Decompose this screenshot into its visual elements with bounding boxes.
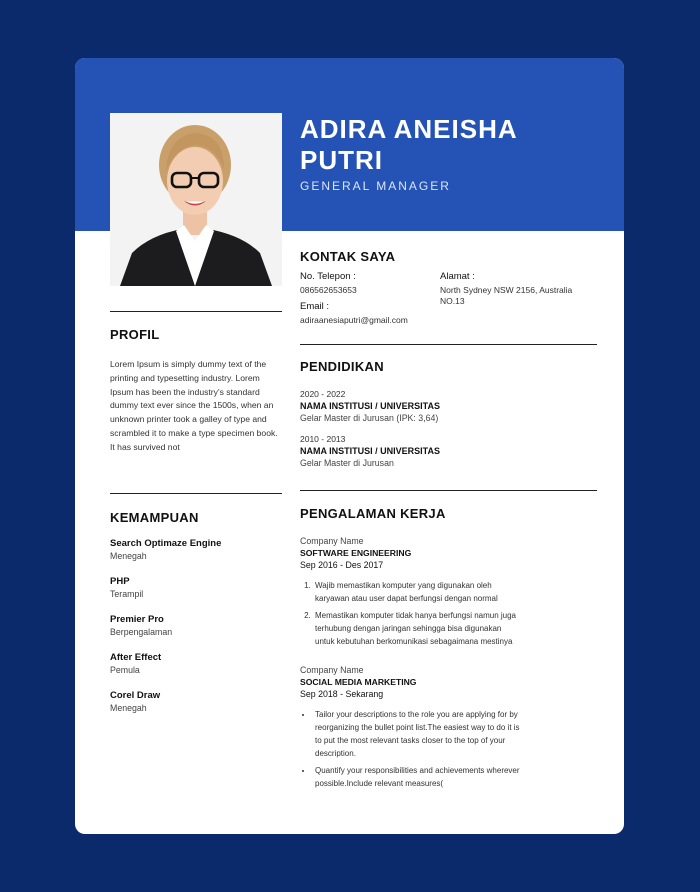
duty-item: 2. Memastikan komputer tidak hanya berfungsi namun juga terhubung dengan jaringan sehingga bisa digunakan untuk kebutuhan berkomunikasi sebagaimana mestinya (313, 609, 522, 648)
skill-level: Pemula (110, 665, 140, 675)
skill-name: Corel Draw (110, 690, 161, 701)
phone-label: No. Telepon : (300, 271, 356, 282)
phone-value: 086562653653 (300, 285, 357, 295)
education-period: 2020 - 2022 (300, 389, 346, 399)
job-title: SOCIAL MEDIA MARKETING (300, 677, 417, 687)
email-label: Email : (300, 301, 330, 312)
skills-divider (110, 493, 282, 494)
skill-name: PHP (110, 576, 130, 587)
education-institution: NAMA INSTITUSI / UNIVERSITAS (300, 401, 441, 411)
job-title: SOFTWARE ENGINEERING (300, 548, 412, 558)
education-degree: Gelar Master di Jurusan (IPK: 3,64) (300, 413, 439, 423)
candidate-name: ADIRA ANEISHA PUTRI (300, 114, 517, 175)
education-heading: PENDIDIKAN (300, 359, 384, 374)
profile-section (110, 327, 282, 455)
profile-photo (110, 113, 282, 286)
skill-item (110, 613, 282, 639)
skills-heading: KEMAMPUAN (110, 510, 199, 525)
education-divider (300, 344, 597, 345)
education-item (300, 433, 597, 469)
email-value: adiraanesiaputri@gmail.com (300, 315, 408, 325)
education-list (300, 388, 597, 469)
skill-level: Terampil (110, 589, 144, 599)
duty-item: • Quantify your responsibilities and achievements wherever possible.Include relevant measures( (313, 764, 522, 790)
skill-level: Menegah (110, 551, 147, 561)
profile-heading: PROFIL (110, 327, 160, 342)
skill-item (110, 689, 282, 715)
email-block (300, 301, 440, 325)
skills-list (110, 537, 282, 715)
education-section (300, 359, 597, 478)
job-item (300, 535, 597, 648)
skill-level: Berpengalaman (110, 627, 173, 637)
job-period: Sep 2016 - Des 2017 (300, 560, 384, 570)
skill-name: Search Optimaze Engine (110, 538, 222, 549)
education-period: 2010 - 2013 (300, 434, 346, 444)
skill-item (110, 651, 282, 677)
contact-grid (300, 271, 597, 341)
skill-item (110, 575, 282, 601)
job-duties (300, 579, 522, 648)
person-illustration (110, 113, 282, 286)
contact-heading: KONTAK SAYA (300, 249, 396, 264)
skill-name: Premier Pro (110, 614, 164, 625)
job-company: Company Name (300, 665, 364, 675)
address-block (440, 271, 597, 307)
candidate-role: GENERAL MANAGER (300, 179, 451, 193)
education-degree: Gelar Master di Jurusan (300, 458, 394, 468)
profile-divider (110, 311, 282, 312)
experience-heading: PENGALAMAN KERJA (300, 506, 446, 521)
job-duties (300, 708, 522, 790)
duty-item: • Tailor your descriptions to the role you are applying for by reorganizing the bullet point list.The easiest way to do it is to put the most relevant tasks closer to the top of your description. (313, 708, 522, 760)
skill-level: Menegah (110, 703, 147, 713)
skills-section (110, 510, 282, 727)
job-period: Sep 2018 - Sekarang (300, 689, 384, 699)
profile-text: Lorem Ipsum is simply dummy text of the printing and typesetting industry. Lorem Ipsum has been the industry's standard dummy text ever since the 1500s, when an unknown printer took a galley of type and scrambled it to make a type specimen book. It has survived not (110, 359, 278, 452)
address-value: North Sydney NSW 2156, Australia NO.13 (440, 285, 573, 306)
job-item (300, 664, 597, 790)
skill-name: After Effect (110, 652, 162, 663)
experience-section (300, 506, 597, 794)
education-item (300, 388, 597, 424)
address-label: Alamat : (440, 271, 475, 282)
phone-block (300, 271, 440, 295)
experience-divider (300, 490, 597, 491)
duty-item: 1. Wajib memastikan komputer yang digunakan oleh karyawan atau user dapat berfungsi dengan normal (313, 579, 522, 605)
skill-item (110, 537, 282, 563)
contact-section (300, 249, 597, 341)
job-company: Company Name (300, 536, 364, 546)
education-institution: NAMA INSTITUSI / UNIVERSITAS (300, 446, 441, 456)
resume-card (75, 58, 624, 834)
